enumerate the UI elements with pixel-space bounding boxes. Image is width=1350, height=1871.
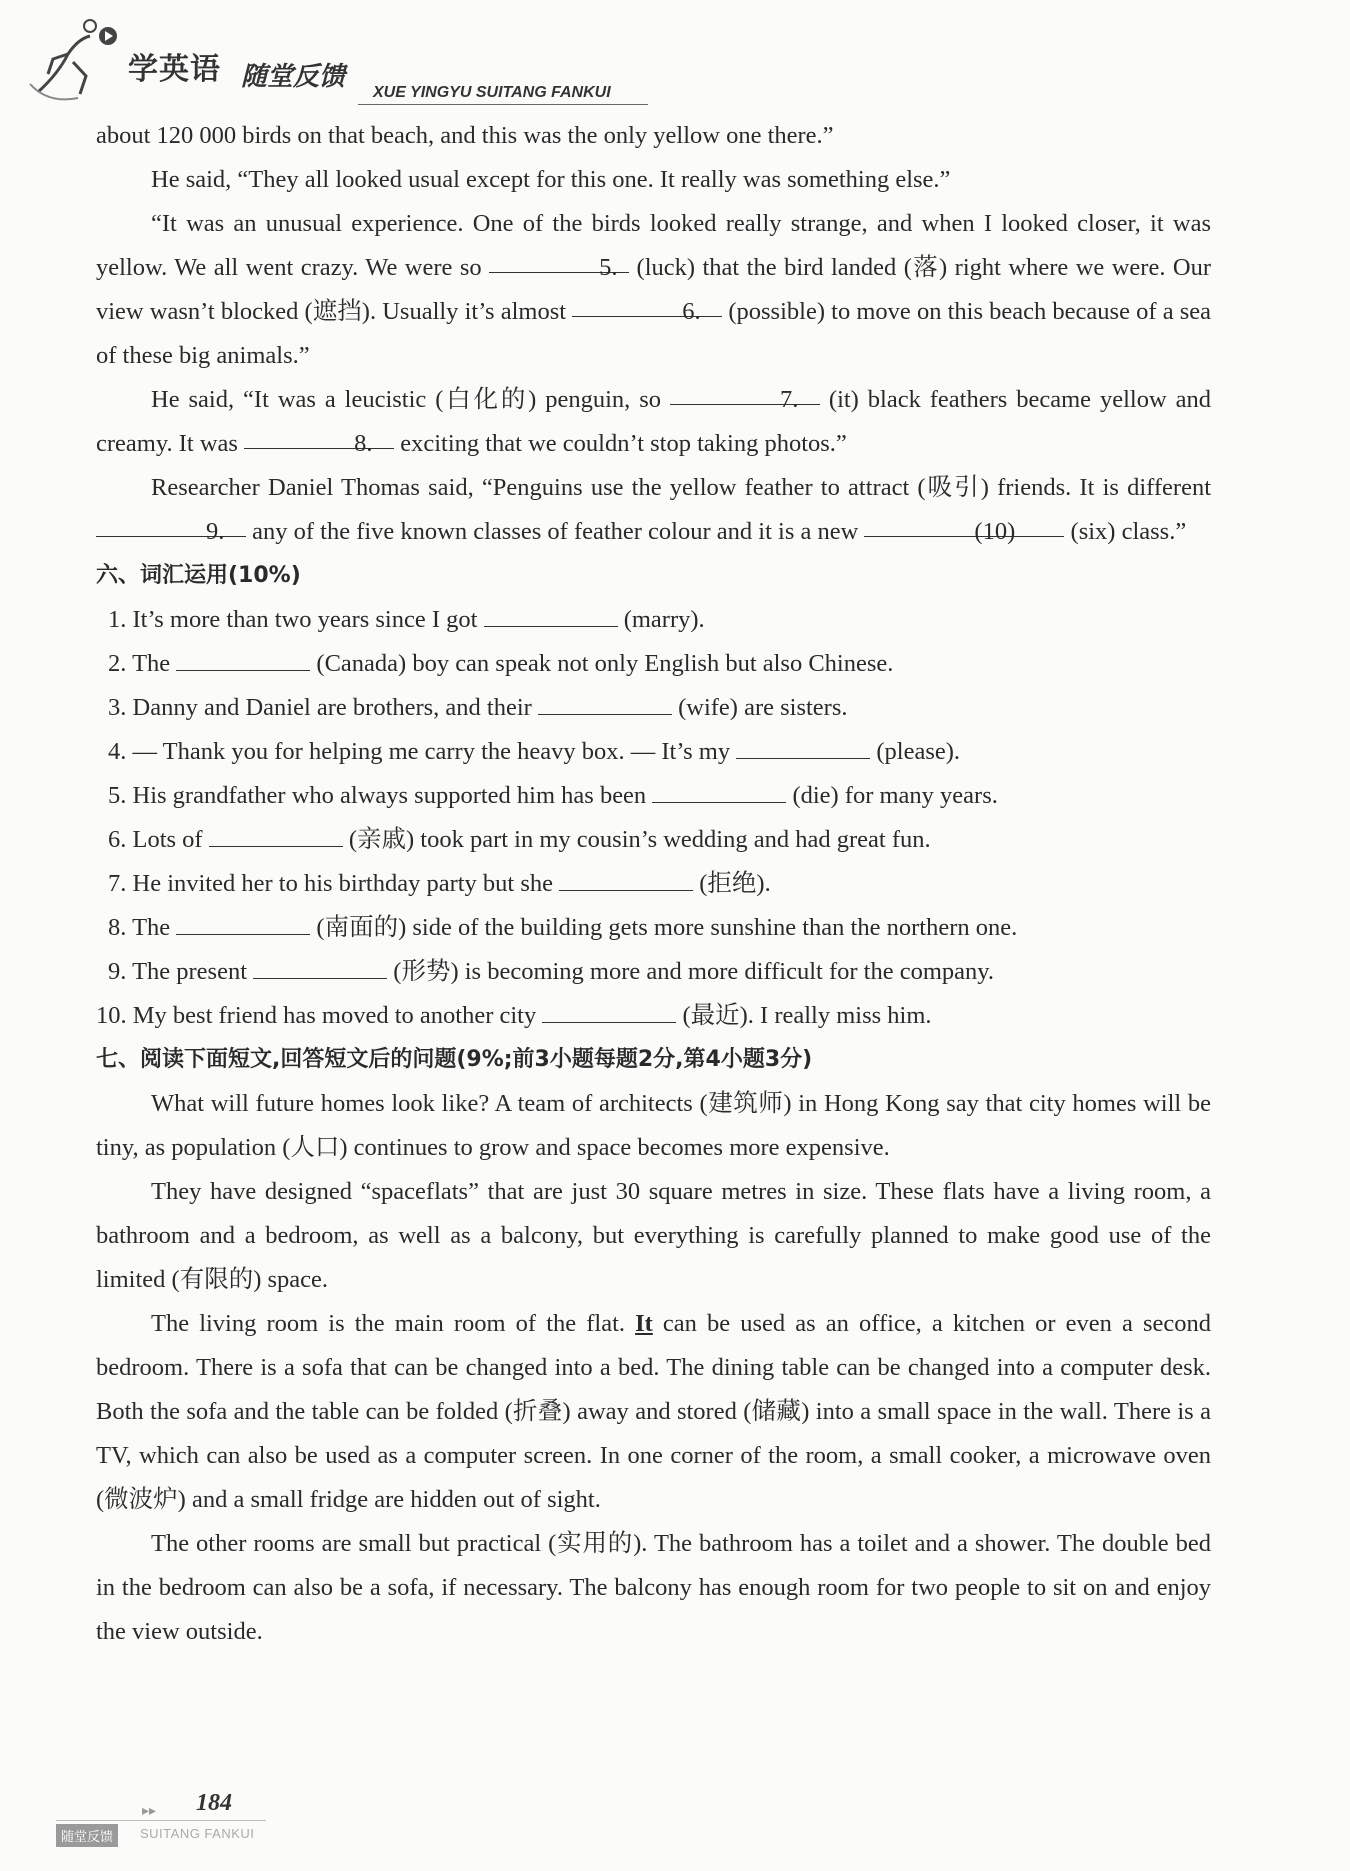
- answer-blank[interactable]: [489, 246, 629, 281]
- answer-blank[interactable]: [209, 820, 343, 847]
- exercise-item: [96, 642, 1211, 686]
- footer-arrow-icon: ▸▸: [142, 1803, 157, 1819]
- item-number: 7.: [108, 870, 133, 897]
- exercise-item: [96, 730, 1211, 774]
- paragraph-text: about 120 000 birds on that beach, and this was the only yellow one there.”: [96, 122, 834, 149]
- header-rule: [358, 104, 648, 105]
- paragraph-text: (it) black feathers became yellow and creamy. It was: [96, 386, 1211, 457]
- passage-paragraph: [96, 114, 1211, 158]
- exercise-item: [96, 774, 1211, 818]
- answer-blank[interactable]: [572, 290, 722, 325]
- item-number: 1.: [108, 606, 133, 633]
- brand-title: 学英语: [128, 52, 221, 87]
- exercise-item: [96, 862, 1211, 906]
- item-number: 5.: [108, 782, 133, 809]
- passage-paragraph: [96, 378, 1211, 466]
- paragraph-text: (luck) that the bird landed (落) right where we were. Our view wasn’t blocked (遮挡). Usually it’s almost: [96, 254, 1211, 325]
- item-hint: (marry).: [617, 606, 705, 633]
- item-text: — Thank you for helping me carry the heavy box. — It’s my: [132, 738, 737, 765]
- item-hint: (die) for many years.: [786, 782, 998, 809]
- item-hint: (please).: [870, 738, 961, 765]
- item-text: My best friend has moved to another city: [132, 1002, 543, 1029]
- item-text: He invited her to his birthday party but she: [132, 870, 560, 897]
- answer-blank[interactable]: [176, 644, 310, 671]
- exercise-item: [96, 906, 1211, 950]
- paragraph-text: (possible) to move on this beach because of a sea of these big animals.”: [96, 298, 1212, 369]
- item-text: Lots of: [132, 826, 209, 853]
- passage-one: [96, 114, 1211, 554]
- brand-subtitle: 随堂反馈: [241, 62, 346, 92]
- footer-rule: [56, 1820, 266, 1821]
- paragraph-text: Researcher Daniel Thomas said, “Penguins use the yellow feather to attract (吸引) friends. It is different: [151, 474, 1211, 501]
- passage-paragraph: [96, 158, 1211, 202]
- blank-number: (10): [974, 518, 1016, 545]
- section-six-title: 六、词汇运用(10%): [96, 563, 301, 588]
- item-text: The: [132, 914, 177, 941]
- reading-paragraph: They have designed “spaceflats” that are just 30 square metres in size. These flats have a living room, a bathroom and a bedroom, as well as a balcony, but everything is carefully planned to make good use of the limited (有限的) space.: [96, 1178, 1211, 1293]
- item-number: 6.: [108, 826, 133, 853]
- item-text: His grandfather who always supported him has been: [132, 782, 653, 809]
- page-footer: [56, 1790, 356, 1850]
- blank-number: 7.: [779, 386, 799, 413]
- vocabulary-exercise-list: [96, 598, 1211, 1038]
- answer-blank[interactable]: [176, 908, 310, 935]
- page-number: 184: [196, 1790, 232, 1816]
- reading-paragraph: [96, 1302, 1211, 1522]
- answer-blank[interactable]: [538, 688, 672, 715]
- item-hint: (最近). I really miss him.: [676, 1002, 932, 1029]
- answer-blank[interactable]: [670, 378, 820, 413]
- underlined-pronoun: It: [635, 1310, 653, 1337]
- answer-blank[interactable]: [96, 510, 246, 545]
- item-hint: (拒绝).: [693, 870, 771, 897]
- paragraph-text: can be used as an office, a kitchen or even a second bedroom. There is a sofa that can be changed into a bed. The dining table can be changed into a computer desk. Both the sofa and the table can be folded (折叠) away and stored (储藏) into a small space in the wall. There is a TV, which can also be used as a computer screen. In one corner of the room, a small cooker, a microwave oven (微波炉) and a small fridge are hidden out of sight.: [96, 1310, 1211, 1513]
- exercise-item: [96, 686, 1211, 730]
- brand-pinyin: XUE YINGYU SUITANG FANKUI: [373, 84, 611, 101]
- paragraph-text: He said, “It was a leucistic (白化的) penguin, so: [151, 386, 670, 413]
- reading-paragraph: The other rooms are small but practical (实用的). The bathroom has a toilet and a shower. The double bed in the bedroom can also be a sofa, if necessary. The balcony has enough room for two people to sit on and enjoy the view outside.: [96, 1530, 1211, 1645]
- running-figure-logo-icon: [28, 14, 118, 106]
- item-hint: (南面的) side of the building gets more sunshine than the northern one.: [310, 914, 1018, 941]
- item-hint: (亲戚) took part in my cousin’s wedding and had great fun.: [342, 826, 931, 853]
- paragraph-text: The living room is the main room of the flat.: [151, 1310, 636, 1337]
- paragraph-text: any of the five known classes of feather colour and it is a new: [246, 518, 865, 545]
- item-hint: (Canada) boy can speak not only English but also Chinese.: [310, 650, 894, 677]
- answer-blank[interactable]: [484, 600, 618, 627]
- blank-number: 9.: [206, 518, 225, 545]
- item-text: It’s more than two years since I got: [132, 606, 484, 633]
- paragraph-text: (six) class.”: [1064, 518, 1187, 545]
- exercise-item: [96, 950, 1211, 994]
- paragraph-text: exciting that we couldn’t stop taking photos.”: [394, 430, 847, 457]
- answer-blank[interactable]: [559, 864, 693, 891]
- blank-number: 8.: [354, 430, 373, 457]
- exercise-item: [96, 598, 1211, 642]
- reading-paragraph: What will future homes look like? A team of architects (建筑师) in Hong Kong say that city homes will be tiny, as population (人口) continues to grow and space becomes more expensive.: [96, 1090, 1211, 1161]
- blank-number: 5.: [599, 254, 618, 281]
- item-text: The: [132, 650, 177, 677]
- answer-blank[interactable]: [736, 732, 870, 759]
- footer-tag-pinyin: SUITANG FANKUI: [140, 1826, 255, 1841]
- item-number: 9.: [108, 958, 133, 985]
- item-number: 8.: [108, 914, 133, 941]
- item-number: 4.: [108, 738, 133, 765]
- passage-paragraph: [96, 466, 1211, 554]
- blank-number: 6.: [682, 298, 701, 325]
- page-header: [28, 14, 648, 106]
- page-content: [96, 114, 1211, 1654]
- item-text: Danny and Daniel are brothers, and their: [132, 694, 538, 721]
- item-text: The present: [132, 958, 254, 985]
- answer-blank[interactable]: [244, 422, 394, 457]
- answer-blank[interactable]: [652, 776, 786, 803]
- exercise-item: [96, 818, 1211, 862]
- answer-blank[interactable]: [864, 510, 1064, 545]
- paragraph-text: “It was an unusual experience. One of the birds looked really strange, and when I looked closer, it was yellow. We all went crazy. We were so: [96, 210, 1211, 281]
- item-hint: (wife) are sisters.: [671, 694, 848, 721]
- footer-tag: 随堂反馈: [56, 1824, 118, 1847]
- item-number: 10.: [96, 1002, 133, 1029]
- paragraph-text: He said, “They all looked usual except for this one. It really was something else.”: [151, 166, 951, 193]
- section-seven-title: 七、阅读下面短文,回答短文后的问题(9%;前3小题每题2分,第4小题3分): [96, 1047, 813, 1072]
- item-number: 3.: [108, 694, 133, 721]
- exercise-item: [96, 994, 1211, 1038]
- answer-blank[interactable]: [253, 952, 387, 979]
- item-number: 2.: [108, 650, 133, 677]
- answer-blank[interactable]: [542, 996, 676, 1023]
- item-hint: (形势) is becoming more and more difficult for the company.: [387, 958, 995, 985]
- passage-paragraph: [96, 202, 1211, 378]
